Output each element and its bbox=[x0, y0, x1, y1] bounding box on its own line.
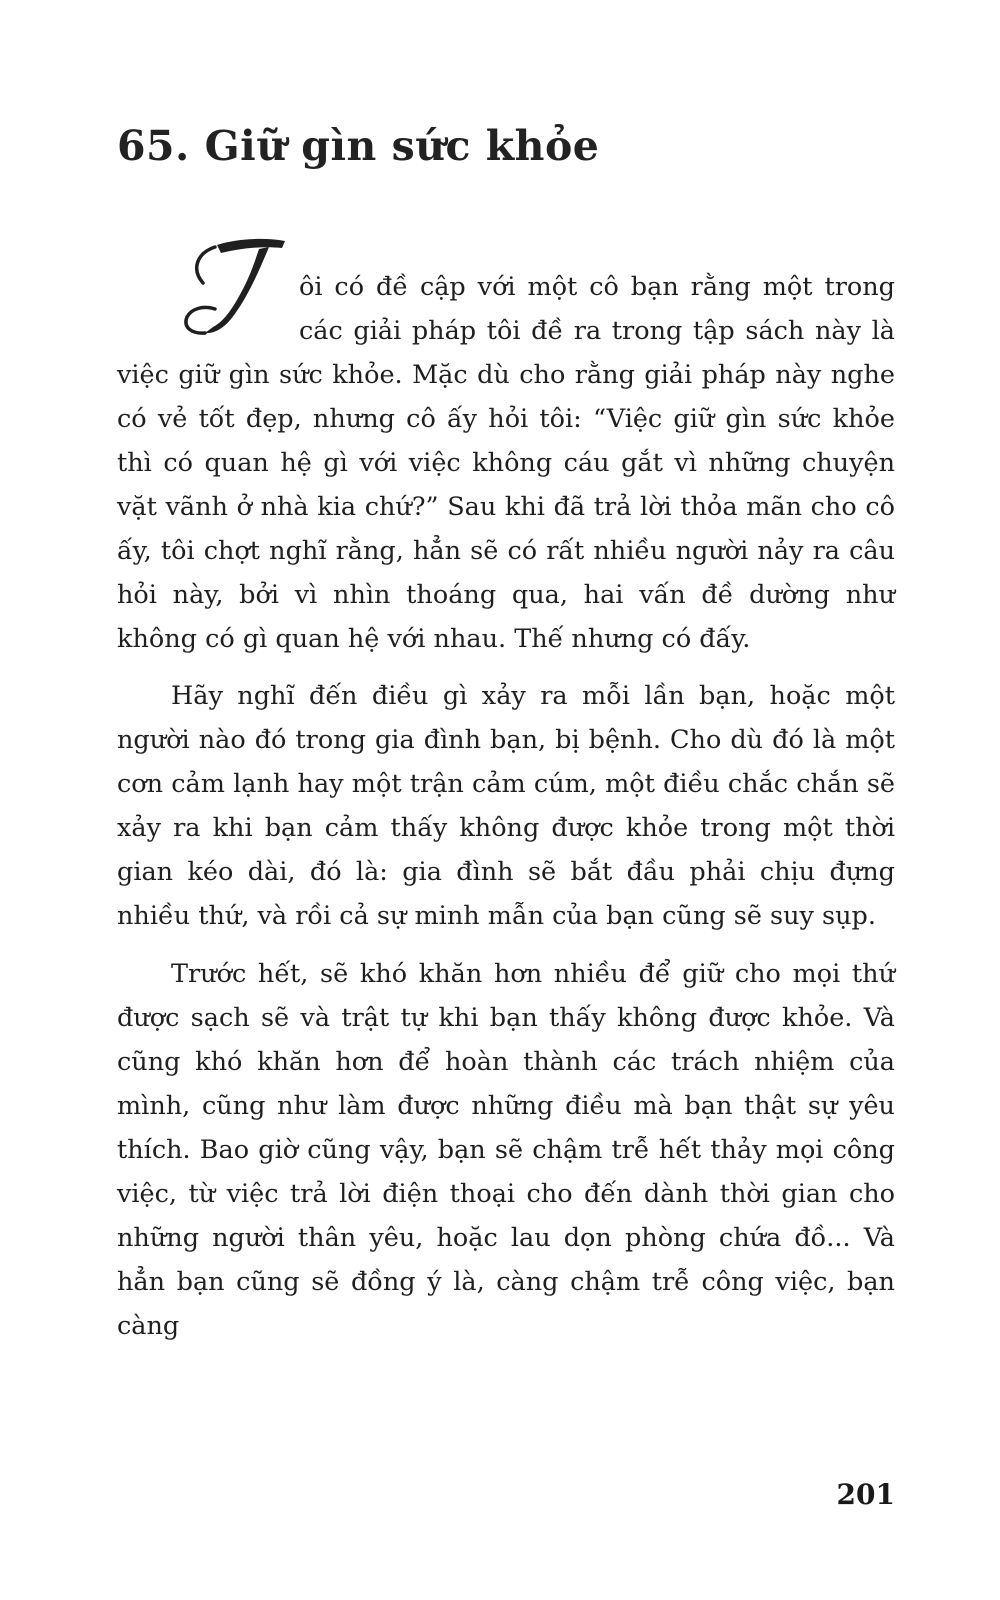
page-number: 201 bbox=[836, 1478, 895, 1511]
dropcap-t-icon bbox=[155, 237, 287, 341]
paragraph-1 bbox=[117, 265, 895, 661]
paragraph-1-text: ôi có đề cập với một cô bạn rằng một trong các giải pháp tôi đề ra trong tập sách này là việc giữ gìn sức khỏe. Mặc dù cho rằng giải pháp này nghe có vẻ tốt đẹp, nhưng cô ấy hỏi tôi: “Việc giữ gìn sức khỏe thì có quan hệ gì với việc không cáu gắt vì những chuyện vặt vãnh ở nhà kia chứ?” Sau khi đã trả lời thỏa mãn cho cô ấy, tôi chợt nghĩ rằng, hẳn sẽ có rất nhiều người nảy ra câu hỏi này, bởi vì nhìn thoáng qua, hai vấn đề dường như không có gì quan hệ với nhau. Thế nhưng có đấy. bbox=[117, 272, 895, 654]
body-text bbox=[117, 265, 895, 1362]
paragraph-3: Trước hết, sẽ khó khăn hơn nhiều để giữ cho mọi thứ được sạch sẽ và trật tự khi bạn thấy không được khỏe. Và cũng khó khăn hơn để hoàn thành các trách nhiệm của mình, cũng như làm được những điều mà bạn thật sự yêu thích. Bao giờ cũng vậy, bạn sẽ chậm trễ hết thảy mọi công việc, từ việc trả lời điện thoại cho đến dành thời gian cho những người thân yêu, hoặc lau dọn phòng chứa đồ... Và hẳn bạn cũng sẽ đồng ý là, càng chậm trễ công việc, bạn càng bbox=[117, 959, 895, 1341]
chapter-title: 65. Giữ gìn sức khỏe bbox=[117, 122, 600, 170]
paragraph-2: Hãy nghĩ đến điều gì xảy ra mỗi lần bạn, hoặc một người nào đó trong gia đình bạn, bị bệnh. Cho dù đó là một cơn cảm lạnh hay một trận cảm cúm, một điều chắc chắn sẽ xảy ra khi bạn cảm thấy không được khỏe trong một thời gian kéo dài, đó là: gia đình sẽ bắt đầu phải chịu đựng nhiều thứ, và rồi cả sự minh mẫn của bạn cũng sẽ suy sụp. bbox=[117, 681, 895, 931]
